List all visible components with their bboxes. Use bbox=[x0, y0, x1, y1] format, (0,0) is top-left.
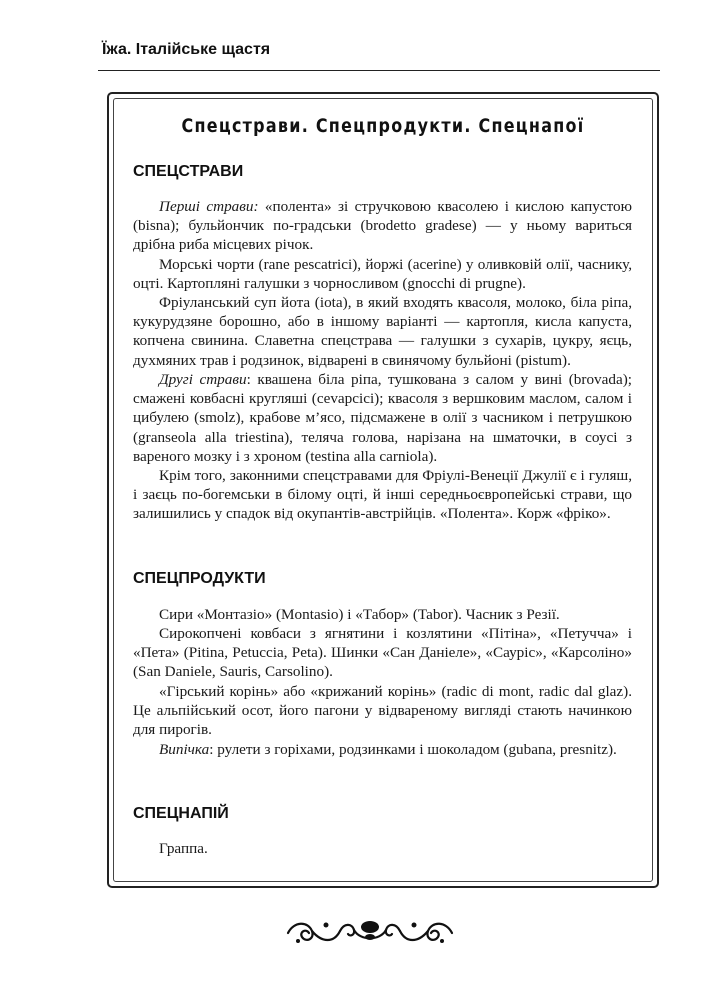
running-head: Їжа. Італійське щастя bbox=[102, 41, 271, 58]
paragraph-text: Сири «Монтазіо» (Montasio) і «Табор» (Tabor). Часник з Резії. bbox=[159, 606, 560, 623]
paragraph bbox=[133, 605, 632, 624]
paragraph-lead: Другі страви bbox=[159, 371, 247, 388]
paragraph bbox=[133, 740, 632, 759]
paragraph-text: «полента» зі стручковою квасолею і кислою капустою (bisna); бульйончик по-градськи (brodetto gradese) — у ньому вариться дрібна риба місцевих річок. bbox=[133, 198, 632, 254]
paragraph-text: : рулети з горіхами, родзинками і шоколадом (gubana, presnitz). bbox=[209, 741, 617, 758]
paragraph-text: Фріуланський суп йота (iota), в який входять квасоля, молоко, біла ріпа, кукурудзяне борошно, або в іншому варіанті — картопля, кисла капуста, копчена свинина. Славетна спецстрава — галушки з сухарів, цукру, яєць, духмяних трав і родзинок, відварені в свинячому бульйоні (pistum). bbox=[133, 294, 632, 369]
paragraph bbox=[133, 682, 632, 740]
ornament-flourish-icon bbox=[282, 913, 458, 949]
paragraph-lead: Перші страви: bbox=[159, 198, 259, 215]
paragraph bbox=[133, 293, 632, 370]
section-heading-specnapii: СПЕЦНАПІЙ bbox=[133, 805, 229, 822]
paragraph bbox=[133, 370, 632, 466]
section-heading-specproduktu: СПЕЦПРОДУКТИ bbox=[133, 570, 266, 587]
paragraph-text: «Гірський корінь» або «крижаний корінь» (radic di mont, radic dal glaz). Це альпійський осот, його пагони у відвареному вигляді стають начинкою для пирогів. bbox=[133, 683, 632, 739]
paragraph bbox=[133, 624, 632, 682]
paragraph-text: Граппа. bbox=[159, 840, 208, 857]
page-title: Спецстрави. Спецпродукти. Спецнапої bbox=[181, 115, 585, 137]
paragraph bbox=[133, 466, 632, 524]
paragraph-text: Крім того, законними спецстравами для Фріулі-Венеції Джулії є і гуляш, і заєць по-богемськи в білому оцті, й інші середньоєвропейські страви, що залишились у спадок від окупантів-австрійців. «Полента». Корж «фріко». bbox=[133, 467, 632, 523]
paragraph-text: Сирокопчені ковбаси з ягнятини і козлятини «Пітіна», «Петучча» і «Пета» (Pitina, Petuccia, Peta). Шинки «Сан Даніеле», «Сауріс», «Карсоліно» (San Daniele, Sauris, Carsolino). bbox=[133, 625, 632, 681]
paragraph bbox=[133, 197, 632, 255]
section-heading-specstravy: СПЕЦСТРАВИ bbox=[133, 163, 244, 180]
header-rule bbox=[98, 70, 660, 71]
paragraph-text: Морські чорти (rane pescatrici), йоржі (acerine) у оливковій олії, часнику, оцті. Картопляні галушки з чорносливом (gnocchi di prugne). bbox=[133, 256, 632, 293]
paragraph-lead: Випічка bbox=[159, 741, 210, 758]
paragraph bbox=[133, 839, 632, 858]
paragraph bbox=[133, 255, 632, 293]
paragraph-text: : квашена біла ріпа, тушкована з салом у вині (brovada); смажені ковбасні кругляші (cevapcici); квасоля з вершковим маслом, салом і цибулею (smolz), крабове м’ясо, підсмажене в олії з часником і петрушкою (granseola alla triestina), теляча голова, нарізана на шматочки, в соусі з вареного мозку і з хроном (testina alla carniola). bbox=[133, 371, 632, 465]
